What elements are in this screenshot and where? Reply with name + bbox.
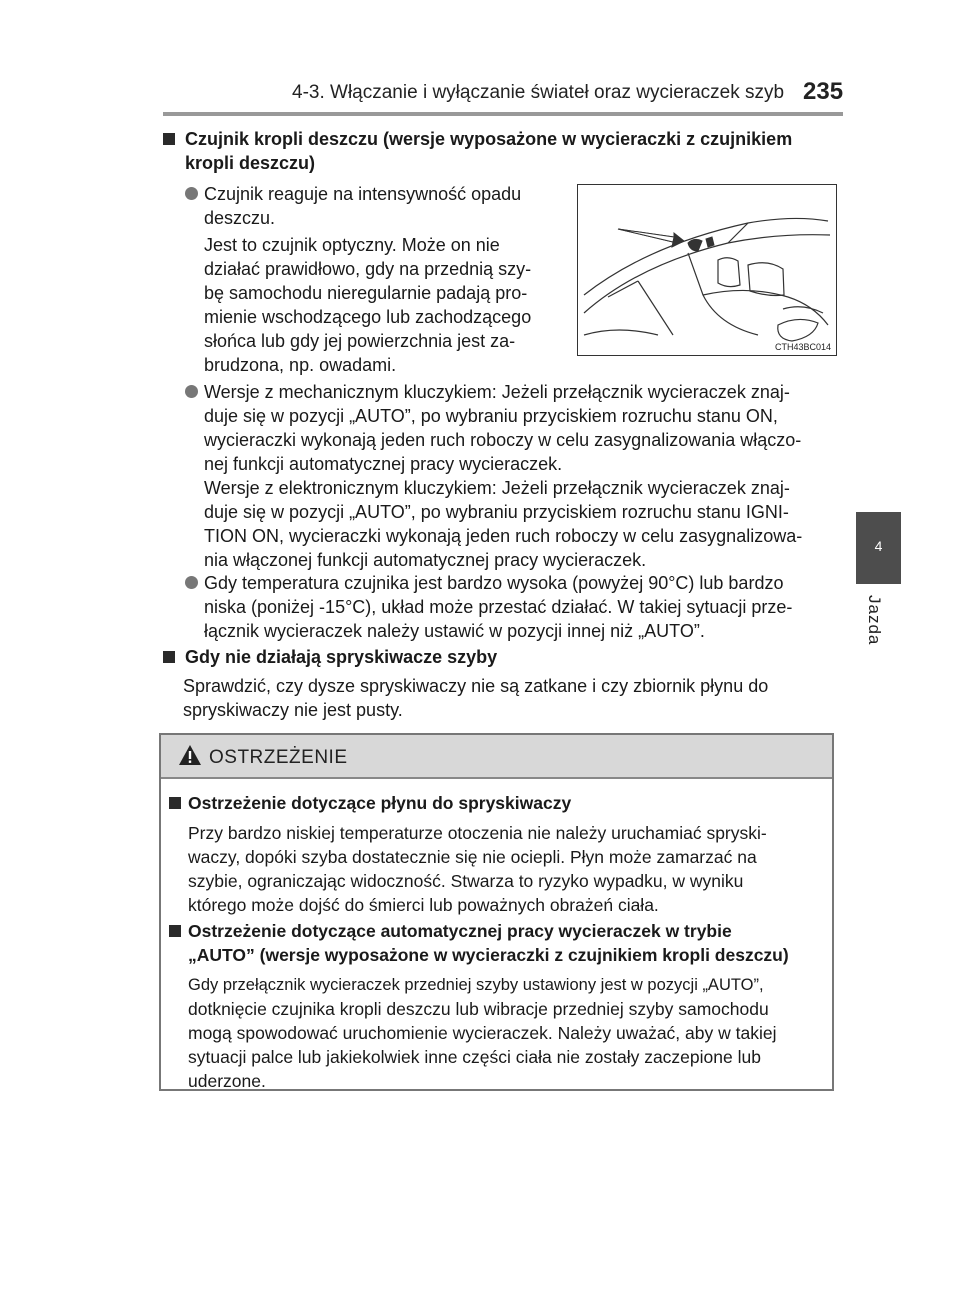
washers-line: spryskiwaczy nie jest pusty. (183, 700, 403, 720)
rain-sensor-heading: Czujnik kropli deszczu (wersje wyposażone w wycieraczki z czujnikiem (185, 129, 793, 149)
round-bullet-icon (185, 576, 198, 589)
section-title: 4-3. Włączanie i wyłączanie świateł oraz wycieraczek szyb (292, 82, 785, 103)
square-bullet-icon (169, 797, 181, 809)
warning-line: waczy, dopóki szyba dostatecznie się nie ociepli. Płyn może zamarzać na (188, 847, 757, 867)
bullet-line: Gdy temperatura czujnika jest bardzo wysoka (powyżej 90°C) lub bardzo (204, 573, 784, 593)
chapter-number: 4 (874, 538, 883, 554)
warning-line: sytuacji palce lub jakiekolwiek inne części ciała nie zostały zaczepione lub (188, 1047, 761, 1067)
bullet-line: duje się w pozycji „AUTO”, po wybraniu przyciskiem rozruchu stanu IGNI- (204, 502, 789, 522)
paragraph-line: mienie wschodzącego lub zachodzącego (204, 307, 532, 327)
paragraph-line: bę samochodu nieregularnie padają pro- (204, 283, 528, 303)
chapter-label: Jazda (865, 595, 884, 646)
bullet-line: duje się w pozycji „AUTO”, po wybraniu przyciskiem rozruchu stanu ON, (204, 406, 778, 426)
warning-item-heading-cont: „AUTO” (wersje wyposażone w wycieraczki z czujnikiem kropli deszczu) (188, 945, 789, 965)
paragraph-line: działać prawidłowo, gdy na przednią szy- (204, 259, 532, 279)
figure-code: CTH43BC014 (774, 342, 831, 352)
warning-line: Gdy przełącznik wycieraczek przedniej szyby ustawiony jest w pozycji „AUTO”, (188, 976, 764, 994)
paragraph-line: brudzona, np. owadami. (204, 355, 397, 375)
square-bullet-icon (169, 925, 181, 937)
bullet-line: wycieraczki wykonają jeden ruch roboczy w celu zasygnalizowania włączo- (204, 430, 802, 450)
bullet-line: Wersje z mechanicznym kluczykiem: Jeżeli przełącznik wycieraczek znaj- (204, 382, 790, 402)
warning-box (159, 733, 834, 1091)
warning-line: uderzone. (188, 1071, 266, 1091)
rain-sensor-heading-cont: kropli deszczu) (185, 153, 316, 173)
washers-heading: Gdy nie działają spryskiwacze szyby (185, 647, 498, 667)
paragraph-line: Jest to czujnik optyczny. Może on nie (204, 235, 500, 255)
square-bullet-icon (163, 651, 175, 663)
bullet-text: deszczu. (204, 208, 276, 228)
bullet-line: niska (poniżej -15°C), układ może przestać działać. W takiej sytuacji prze- (204, 597, 793, 617)
warning-line: szybie, ograniczając widoczność. Stwarza to ryzyko wypadku, w wyniku (188, 871, 744, 891)
round-bullet-icon (185, 187, 198, 200)
washers-line: Sprawdzić, czy dysze spryskiwaczy nie są zatkane i czy zbiornik płynu do (183, 676, 769, 696)
bullet-line: nia włączonej funkcji automatycznej pracy wycieraczek. (204, 550, 647, 570)
bullet-line: TION ON, wycieraczki wykonają jeden ruch roboczy w celu zasygnalizowa- (204, 526, 803, 546)
warning-line: Przy bardzo niskiej temperaturze otoczenia nie należy uruchamiać spryski- (188, 823, 767, 843)
paragraph-line: słońca lub gdy jej powierzchnia jest za- (204, 331, 516, 351)
header-rule (163, 112, 843, 116)
warning-header (161, 735, 832, 779)
bullet-line: Wersje z elektronicznym kluczykiem: Jeżeli przełącznik wycieraczek znaj- (204, 478, 790, 498)
page-number: 235 (803, 78, 844, 105)
rain-sensor-illustration (577, 184, 837, 356)
bullet-line: łącznik wycieraczek należy ustawić w pozycji innej niż „AUTO”. (204, 621, 705, 641)
warning-line: dotknięcie czujnika kropli deszczu lub wibracje przedniej szyby samochodu (188, 999, 769, 1019)
warning-item-heading: Ostrzeżenie dotyczące automatycznej pracy wycieraczek w trybie (188, 921, 732, 941)
warning-line: którego może dojść do śmierci lub poważnych obrażeń ciała. (188, 895, 659, 915)
bullet-line: nej funkcji automatycznej pracy wycieraczek. (204, 454, 563, 474)
chapter-tab (856, 512, 901, 584)
warning-line: mogą spowodować uruchomienie wycieraczek. Należy uważać, aby w takiej (188, 1023, 777, 1043)
square-bullet-icon (163, 133, 175, 145)
warning-title: OSTRZEŻENIE (209, 747, 348, 768)
warning-item-heading: Ostrzeżenie dotyczące płynu do spryskiwaczy (188, 793, 572, 813)
bullet-text: Czujnik reaguje na intensywność opadu (204, 184, 522, 204)
windshield-drawing (578, 185, 836, 355)
round-bullet-icon (185, 385, 198, 398)
warning-triangle-icon (178, 744, 202, 766)
